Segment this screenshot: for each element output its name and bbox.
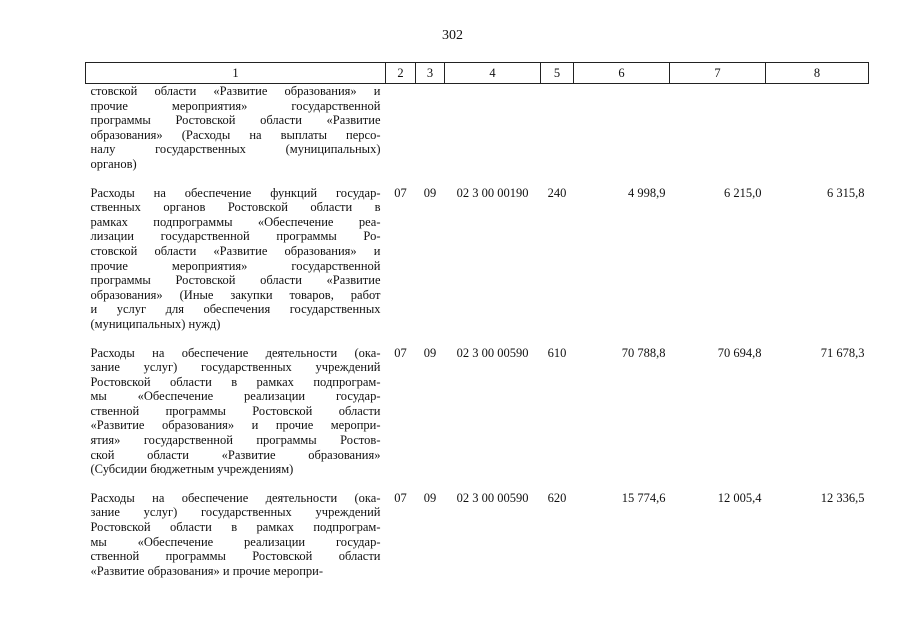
description-line: Ростовской области в рамках подпрограм- [90, 520, 381, 535]
cell-description [86, 84, 386, 172]
cell-expense-type: 240 [547, 185, 567, 200]
cell-amount-col7: 6 215,0 [724, 185, 762, 200]
cell-section [386, 84, 416, 172]
table-row [86, 84, 869, 172]
row-spacer-cell [86, 477, 869, 491]
row-spacer [86, 332, 869, 346]
cell-expense-type [541, 84, 574, 172]
description-line: «Развитие образования» и прочие меропри- [90, 418, 381, 433]
cell-amount-col8: 6 315,8 [827, 185, 865, 200]
header-col-2: 2 [386, 63, 416, 84]
cell-amount-col8 [766, 84, 869, 172]
row-spacer [86, 172, 869, 186]
description-line: ственной программы Ростовской области [90, 549, 381, 564]
cell-subsection: 09 [423, 185, 437, 200]
cell-amount-col6: 15 774,6 [621, 490, 666, 505]
cell-description [86, 346, 386, 477]
description-line: «Развитие образования» и прочие меропри- [90, 563, 323, 578]
cell-amount-col7 [670, 84, 766, 172]
table-row [86, 491, 869, 579]
description-line: (Субсидии бюджетным учреждениям) [90, 462, 294, 477]
table-header-row [86, 63, 869, 84]
description-line: зание услуг) государственных учреждений [90, 360, 381, 375]
cell-description [86, 186, 386, 332]
description-line: (муниципальных) нужд) [90, 316, 221, 331]
description-line: и услуг для обеспечения государственных [90, 302, 381, 317]
cell-subsection: 09 [423, 345, 437, 360]
budget-table [85, 62, 869, 578]
cell-expense-type: 610 [547, 345, 567, 360]
cell-amount-col6: 70 788,8 [621, 345, 666, 360]
cell-section: 07 [394, 345, 407, 360]
cell-expense-type: 620 [547, 490, 567, 505]
description-line: мы «Обеспечение реализации государ- [90, 389, 381, 404]
header-col-5: 5 [541, 63, 574, 84]
description-line: Расходы на обеспечение деятельности (ока- [90, 490, 381, 505]
description-line: Ростовской области в рамках подпрограм- [90, 374, 381, 389]
header-col-6: 6 [574, 63, 670, 84]
cell-section: 07 [394, 490, 407, 505]
row-spacer [86, 477, 869, 491]
cell-amount-col7: 12 005,4 [717, 490, 762, 505]
header-col-1: 1 [86, 63, 386, 84]
description-line: стовской области «Развитие образования» и [90, 243, 381, 258]
cell-amount-col6 [574, 84, 670, 172]
description-line: программы Ростовской области «Развитие [90, 273, 381, 288]
description-line: стовской области «Развитие образования» и [90, 84, 381, 98]
cell-section: 07 [394, 185, 407, 200]
description-line: ятия» государственной программы Ростов- [90, 433, 381, 448]
description-line: Расходы на обеспечение функций государ- [90, 185, 381, 200]
header-col-3: 3 [416, 63, 445, 84]
description-line: ской области «Развитие образования» [90, 447, 381, 462]
description-line: лизации государственной программы Ро- [90, 229, 381, 244]
description-line: Расходы на обеспечение деятельности (ока- [90, 345, 381, 360]
description-line: прочие мероприятия» государственной [90, 98, 381, 113]
description-line: зание услуг) государственных учреждений [90, 505, 381, 520]
cell-amount-col8: 12 336,5 [820, 490, 865, 505]
header-col-7: 7 [670, 63, 766, 84]
description-line: ственных органов Ростовской области в [90, 200, 381, 215]
cell-amount-col6: 4 998,9 [628, 185, 666, 200]
cell-target-article: 02 3 00 00590 [456, 490, 529, 505]
description-line: органов) [90, 156, 137, 171]
description-line: программы Ростовской области «Развитие [90, 113, 381, 128]
header-col-4: 4 [445, 63, 541, 84]
cell-subsection [416, 84, 445, 172]
row-spacer-cell [86, 172, 869, 186]
page-number: 302 [442, 28, 463, 43]
description-line: налу государственных (муниципальных) [90, 142, 381, 157]
table-row [86, 346, 869, 477]
description-line: образования» (Иные закупки товаров, работ [90, 287, 381, 302]
description-line: рамках подпрограммы «Обеспечение реа- [90, 214, 381, 229]
description-line: прочие мероприятия» государственной [90, 258, 381, 273]
description-line: ственной программы Ростовской области [90, 403, 381, 418]
cell-amount-col8: 71 678,3 [820, 345, 865, 360]
table-body [86, 84, 869, 579]
cell-target-article: 02 3 00 00590 [456, 345, 529, 360]
table-row [86, 186, 869, 332]
description-line: мы «Обеспечение реализации государ- [90, 534, 381, 549]
header-col-8: 8 [766, 63, 869, 84]
cell-target-article: 02 3 00 00190 [456, 185, 529, 200]
cell-subsection: 09 [423, 490, 437, 505]
description-line: образования» (Расходы на выплаты персо- [90, 127, 381, 142]
row-spacer-cell [86, 332, 869, 346]
cell-description [86, 491, 386, 579]
cell-amount-col7: 70 694,8 [717, 345, 762, 360]
cell-target-article [445, 84, 541, 172]
